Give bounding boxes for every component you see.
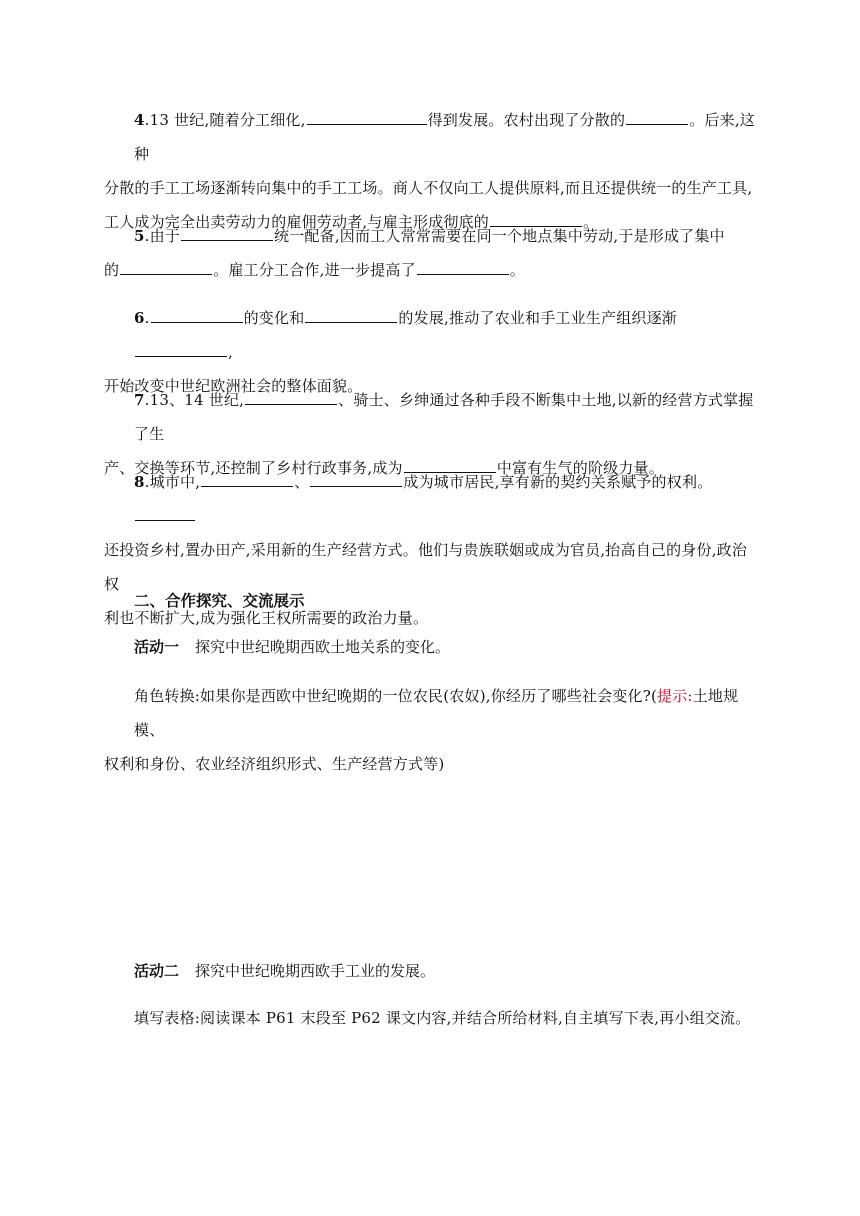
question-6: 6. 的变化和 的发展,推动了农业和手工业生产组织逐渐, 开始改变中世纪欧洲社会的整体面貌。	[104, 309, 677, 395]
fill-blank[interactable]	[245, 390, 337, 405]
fill-blank[interactable]	[307, 110, 427, 125]
question-number: 7	[134, 391, 145, 409]
fill-blank[interactable]	[151, 308, 243, 323]
activity-1: 活动一 探究中世纪晚期西欧土地关系的变化。	[134, 638, 451, 656]
fill-blank[interactable]	[305, 308, 397, 323]
question-number: 5	[134, 227, 145, 245]
question-5: 5.由于 统一配备,因而工人常常需要在同一个地点集中劳动,于是形成了集中 的 。雇工分工合作,进一步提高了 。	[104, 227, 725, 279]
hint-label: 提示:	[657, 687, 693, 705]
fill-blank[interactable]	[417, 260, 509, 275]
question-number: 6	[134, 309, 145, 327]
fill-blank[interactable]	[310, 472, 402, 487]
fill-blank[interactable]	[135, 506, 195, 521]
fill-blank[interactable]	[201, 472, 293, 487]
activity-tag: 活动二	[134, 962, 180, 980]
question-7: 7.13、14 世纪, 、骑士、乡绅通过各种手段不断集中土地,以新的经营方式掌握了生 产、交换等环节,还控制了乡村行政事务,成为 中富有生气的阶级力量。	[104, 391, 754, 477]
question-number: 8	[134, 473, 145, 491]
fill-blank[interactable]	[135, 342, 227, 357]
question-8: 8.城市中, 、 成为城市居民,享有新的契约关系赋予的权利。 还投资乡村,置办田产,采用新的生产经营方式。他们与贵族联姻或成为官员,抬高自己的身份,政治权 利也不断扩大,成为强化王权所需要的政治力量。	[104, 473, 748, 627]
activity-2: 活动二 探究中世纪晚期西欧手工业的发展。	[134, 962, 436, 980]
table-instruction: 填写表格:阅读课本 P61 末段至 P62 课文内容,并结合所给材料,自主填写下表,再小组交流。	[134, 1009, 751, 1027]
fill-blank[interactable]	[626, 110, 688, 125]
question-number: 4	[134, 111, 145, 129]
activity-tag: 活动一	[134, 638, 180, 656]
section-heading: 二、合作探究、交流展示	[134, 592, 305, 610]
fill-blank[interactable]	[120, 260, 212, 275]
role-play-prompt: 角色转换:如果你是西欧中世纪晚期的一位农民(农奴),你经历了哪些社会变化?(提示:土地规模、 权利和身份、农业经济组织形式、生产经营方式等)	[104, 687, 739, 773]
fill-blank[interactable]	[181, 226, 273, 241]
question-4: 4.13 世纪,随着分工细化, 得到发展。农村出现了分散的 。后来,这种 分散的手工工场逐渐转向集中的手工工场。商人不仅向工人提供原料,而且还提供统一的生产工具, 工人成为完全出卖劳动力的雇佣劳动者,与雇主形成彻底的 。	[104, 111, 755, 231]
